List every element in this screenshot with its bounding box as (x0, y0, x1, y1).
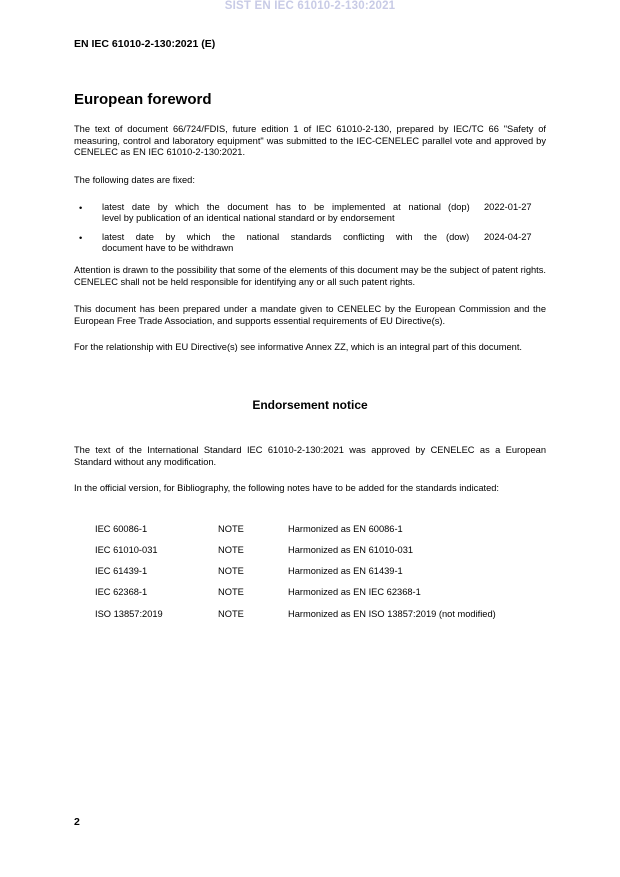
note-label: NOTE (218, 545, 244, 555)
foreword-title: European foreword (74, 91, 212, 108)
note-row (95, 609, 555, 621)
note-label: NOTE (218, 566, 244, 576)
date-value: 2024-04-27 (484, 232, 532, 242)
foreword-paragraph-5: For the relationship with EU Directive(s) see informative Annex ZZ, which is an integral part of this document. (74, 342, 522, 352)
note-label: NOTE (218, 609, 244, 619)
note-standard: IEC 61010-031 (95, 545, 158, 555)
foreword-paragraph-3: Attention is drawn to the possibility that some of the elements of this document may be the subject of patent rights. CENELEC shall not be held responsible for identifying any or all such patent rights. (74, 265, 546, 287)
endorsement-paragraph-2: In the official version, for Bibliography, the following notes have to be added for the standards indicated: (74, 483, 499, 493)
date-description-line-2: document have to be withdrawn (102, 243, 234, 253)
bullet: • (79, 233, 83, 243)
date-description-line-1: latest date by which the document has to be implemented at national (102, 202, 441, 212)
foreword-paragraph-4: This document has been prepared under a mandate given to CENELEC by the European Commission and the European Free Trade Association, and supports essential requirements of EU Directive(s). (74, 304, 546, 326)
note-label: NOTE (218, 524, 244, 534)
watermark: SIST EN IEC 61010-2-130:2021 (224, 0, 396, 12)
endorsement-title: Endorsement notice (252, 398, 368, 412)
date-code: (dow) (446, 232, 470, 242)
note-label: NOTE (218, 587, 244, 597)
note-text: Harmonized as EN 61439-1 (288, 566, 403, 576)
endorsement-paragraph-1: The text of the International Standard IEC 61010-2-130:2021 was approved by CENELEC as a European Standard without any modification. (74, 445, 546, 467)
page-number: 2 (74, 816, 80, 828)
foreword-paragraph-1: The text of document 66/724/FDIS, future edition 1 of IEC 61010-2-130, prepared by IEC/TC 66 "Safety of measuring, control and laboratory equipment" was submitted to the IEC-CENELEC parallel vote and approved by CENELEC as EN IEC 61010-2-130:2021. (74, 124, 546, 158)
note-row (95, 545, 555, 557)
note-text: Harmonized as EN 61010-031 (288, 545, 414, 555)
date-value: 2022-01-27 (484, 202, 532, 212)
note-standard: IEC 60086-1 (95, 524, 148, 534)
note-standard: IEC 62368-1 (95, 587, 148, 597)
document-id: EN IEC 61010-2-130:2021 (E) (74, 38, 216, 50)
bullet: • (79, 203, 83, 213)
date-description-line-2: level by publication of an identical national standard or by endorsement (102, 213, 395, 223)
note-text: Harmonized as EN 60086-1 (288, 524, 403, 534)
note-text: Harmonized as EN ISO 13857:2019 (not modified) (288, 609, 496, 619)
date-description-line-1: latest date by which the national standards conflicting with the (102, 232, 437, 242)
note-text: Harmonized as EN IEC 62368-1 (288, 587, 421, 597)
foreword-paragraph-2: The following dates are fixed: (74, 175, 195, 185)
date-code: (dop) (448, 202, 470, 212)
note-row (95, 524, 555, 536)
note-standard: IEC 61439-1 (95, 566, 148, 576)
note-row (95, 587, 555, 599)
note-standard: ISO 13857:2019 (95, 609, 163, 619)
note-row (95, 566, 555, 578)
